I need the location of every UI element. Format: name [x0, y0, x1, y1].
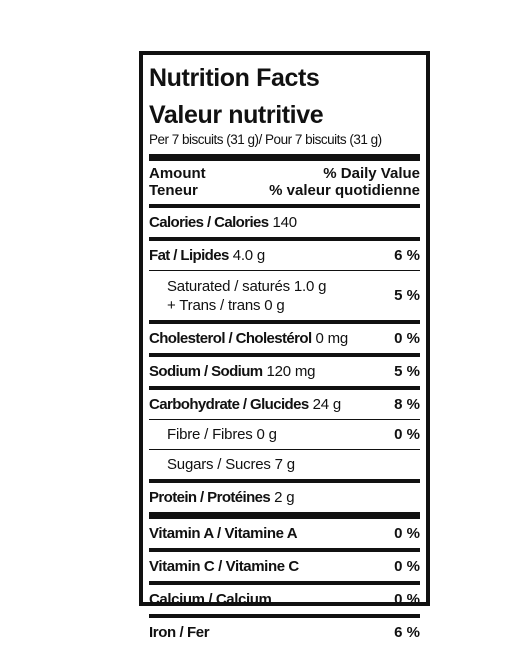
- sugars-label: Sugars / Sucres 7 g: [167, 456, 295, 473]
- row-fibre: [149, 420, 420, 449]
- cholesterol-label: Cholesterol / Cholestérol: [149, 330, 312, 347]
- nutrition-facts-panel: [139, 51, 430, 641]
- carbohydrate-label: Carbohydrate / Glucides: [149, 396, 309, 413]
- daily-value-label-en: % Daily Value: [323, 165, 420, 182]
- iron-dv: 6 %: [394, 624, 420, 641]
- sodium-dv: 5 %: [394, 363, 420, 380]
- row-carbohydrate: [149, 390, 420, 419]
- serving-size: Per 7 biscuits (31 g)/ Pour 7 biscuits (31 g): [149, 132, 382, 147]
- calcium-dv: 0 %: [394, 591, 420, 608]
- cholesterol-dv: 0 %: [394, 330, 420, 347]
- amount-label-en: Amount: [149, 165, 206, 182]
- iron-label: Iron / Fer: [149, 624, 210, 641]
- fibre-label: Fibre / Fibres 0 g: [167, 426, 277, 443]
- vitamin-a-label: Vitamin A / Vitamine A: [149, 525, 298, 542]
- title-fr: Valeur nutritive: [149, 101, 324, 129]
- row-cholesterol: [149, 324, 420, 353]
- row-saturated-trans: [149, 271, 420, 320]
- fat-amount: 4.0 g: [232, 247, 266, 264]
- protein-label: Protein / Protéines: [149, 489, 271, 506]
- carbohydrate-dv: 8 %: [394, 396, 420, 413]
- row-fat: [149, 241, 420, 270]
- title-en: Nutrition Facts: [149, 64, 320, 92]
- calcium-label: Calcium / Calcium: [149, 591, 272, 608]
- row-iron: [149, 618, 420, 647]
- row-calcium: [149, 585, 420, 614]
- row-protein: [149, 483, 420, 512]
- daily-value-label-fr: % valeur quotidienne: [269, 182, 420, 199]
- fat-label: Fat / Lipides: [149, 247, 229, 264]
- calories-value: 140: [272, 214, 297, 231]
- carbohydrate-amount: 24 g: [312, 396, 341, 413]
- saturated-trans-dv: 5 %: [394, 287, 420, 304]
- saturated-line: Saturated / saturés 1.0 g: [167, 277, 327, 295]
- sodium-label: Sodium / Sodium: [149, 363, 263, 380]
- divider-thick: [149, 154, 420, 161]
- calories-label: Calories / Calories: [149, 214, 269, 231]
- row-calories: [149, 208, 420, 237]
- sodium-amount: 120 mg: [266, 363, 316, 380]
- row-vitamin-c: [149, 552, 420, 581]
- divider-thick: [149, 512, 420, 519]
- fibre-dv: 0 %: [394, 426, 420, 443]
- row-sodium: [149, 357, 420, 386]
- row-vitamin-a: [149, 519, 420, 548]
- column-header: [149, 161, 420, 204]
- cholesterol-amount: 0 mg: [315, 330, 349, 347]
- vitamin-c-label: Vitamin C / Vitamine C: [149, 558, 299, 575]
- amount-label-fr: Teneur: [149, 182, 198, 199]
- vitamin-a-dv: 0 %: [394, 525, 420, 542]
- vitamin-c-dv: 0 %: [394, 558, 420, 575]
- row-sugars: [149, 450, 420, 479]
- protein-amount: 2 g: [274, 489, 295, 506]
- fat-dv: 6 %: [394, 247, 420, 264]
- trans-line: + Trans / trans 0 g: [167, 296, 285, 314]
